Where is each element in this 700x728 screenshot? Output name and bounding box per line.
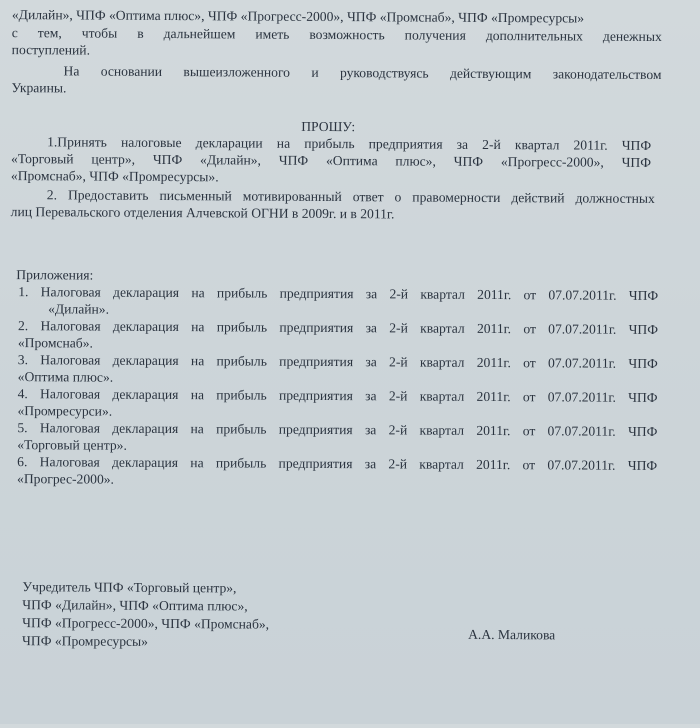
signatory-name: А.А. Маликова xyxy=(468,626,556,643)
appendix-item-1-cont: «Дилайн». xyxy=(48,301,110,317)
signature-block xyxy=(22,578,269,652)
request-item-1-line-2: «Торговый центр», ЧПФ «Дилайн», ЧПФ «Оптима плюс», ЧПФ «Прогресс-2000», ЧПФ xyxy=(10,151,652,170)
appendix-item-1: 1. Налоговая декларация на прибыль предприятия за 2-й квартал 2011г. от 07.07.2011г. ЧПФ xyxy=(18,284,659,304)
intro-line-3: поступлений. xyxy=(11,42,91,58)
signature-line-4: ЧПФ «Промресурсы» xyxy=(22,633,149,649)
appendix-item-4: 4. Налоговая декларация на прибыль предприятия за 2-й квартал 2011г. от 07.07.2011г. ЧПФ xyxy=(17,386,658,406)
appendix-item-2-cont: «Промснаб». xyxy=(17,335,93,351)
intro-line-1: «Дилайн», ЧПФ «Оптима плюс», ЧПФ «Прогресс-2000», ЧПФ «Промснаб», ЧПФ «Промресурсы» xyxy=(11,7,585,26)
appendix-item-6-cont: «Прогрес-2000». xyxy=(17,471,115,487)
appendix-item-3-cont: «Оптима плюс». xyxy=(17,369,114,385)
appendix-item-5: 5. Налоговая декларация на прибыль предприятия за 2-й квартал 2011г. от 07.07.2011г. ЧПФ xyxy=(17,420,658,440)
appendix-item-4-cont: «Промресурси». xyxy=(17,403,113,419)
intro-line-2: с тем, чтобы в дальнейшем иметь возможность получения дополнительных денежных xyxy=(11,25,662,45)
appendix-item-2: 2. Налоговая декларация на прибыль предприятия за 2-й квартал 2011г. от 07.07.2011г. ЧПФ xyxy=(17,318,659,338)
signature-line-1: Учредитель ЧПФ «Торговый центр», xyxy=(22,579,237,596)
request-item-1-line-3: «Промснаб», ЧПФ «Промресурсы». xyxy=(10,168,219,185)
request-item-1-line-1: 1.Принять налоговые декларации на прибыль предприятия за 2-й квартал 2011г. ЧПФ xyxy=(47,134,652,153)
appendix-item-3: 3. Налоговая декларация на прибыль предприятия за 2-й квартал 2011г. от 07.07.2011г. ЧПФ xyxy=(17,352,658,372)
appendix-heading: Приложения: xyxy=(16,267,94,283)
appendix-item-6: 6. Налоговая декларация на прибыль предприятия за 2-й квартал 2011г. от 07.07.2011г. ЧПФ xyxy=(17,454,658,474)
signature-line-3: ЧПФ «Прогресс-2000», ЧПФ «Промснаб», xyxy=(22,615,270,632)
request-item-2-line-2: лиц Перевальского отделения Алчевской ОГНИ в 2009г. и в 2011г. xyxy=(10,204,395,222)
signature-line-2: ЧПФ «Дилайн», ЧПФ «Оптима плюс», xyxy=(22,597,248,614)
appendix-item-5-cont: «Торговый центр». xyxy=(17,437,127,453)
appendix-list xyxy=(17,283,658,491)
request-item-2-line-1: 2. Предоставить письменный мотивированный ответ о правомерности действий должностных xyxy=(46,187,655,207)
request-heading: ПРОШУ: xyxy=(301,118,356,135)
basis-line-1: На основании вышеизложенного и руководствуясь действующим законодательством xyxy=(63,63,662,83)
basis-line-2: Украины. xyxy=(11,80,67,96)
